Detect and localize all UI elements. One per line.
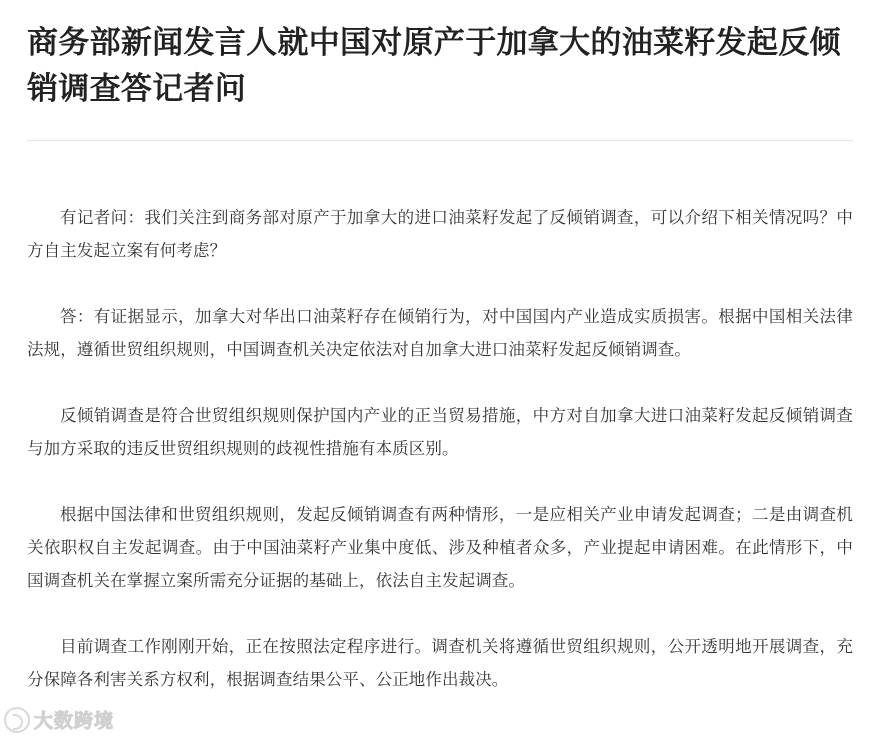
paragraph-answer: 答：有证据显示，加拿大对华出口油菜籽存在倾销行为，对中国国内产业造成实质损害。根据中国相关法律法规，遵循世贸组织规则，中国调查机关决定依法对自加拿大进口油菜籽发起反倾销调查。 (27, 307, 853, 359)
paragraph-rules: 根据中国法律和世贸组织规则，发起反倾销调查有两种情形，一是应相关产业申请发起调查；二是由调查机关依职权自主发起调查。由于中国油菜籽产业集中度低、涉及种植者众多，产业提起申请困难。在此情形下，中国调查机关在掌握立案所需充分证据的基础上，依法自主发起调查。 (27, 505, 853, 590)
paragraph-question: 有记者问：我们关注到商务部对原产于加拿大的进口油菜籽发起了反倾销调查，可以介绍下相关情况吗？中方自主发起立案有何考虑？ (27, 208, 853, 260)
article-body (27, 201, 853, 696)
article (27, 0, 853, 729)
article-title: 商务部新闻发言人就中国对原产于加拿大的油菜籽发起反倾销调查答记者问 (27, 25, 841, 107)
watermark-logo-icon (4, 707, 30, 733)
title-divider (27, 140, 853, 141)
paragraph-measure: 反倾销调查是符合世贸组织规则保护国内产业的正当贸易措施，中方对自加拿大进口油菜籽发起反倾销调查与加方采取的违反世贸组织规则的歧视性措施有本质区别。 (27, 406, 853, 458)
paragraph-status: 目前调查工作刚刚开始，正在按照法定程序进行。调查机关将遵循世贸组织规则，公开透明地开展调查，充分保障各利害关系方权利，根据调查结果公平、公正地作出裁决。 (27, 637, 853, 689)
watermark-text: 大数跨境 (34, 710, 115, 732)
watermark (4, 706, 114, 733)
